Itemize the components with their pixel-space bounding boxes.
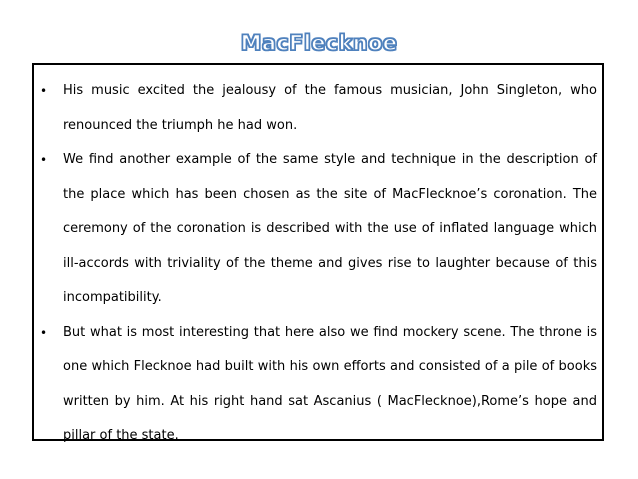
bullet-list	[34, 74, 602, 454]
bullet-dot-icon: •	[40, 153, 48, 167]
slide-title: MacFlecknoe	[240, 31, 398, 55]
content-box	[32, 63, 604, 441]
bullet-text-2: We find another example of the same style and technique in the description of the place which has been chosen as the site of MacFlecknoe’s coronation. The ceremony of the coronation is described with the use of inflated language which ill-accords with triviality of the theme and gives rise to laughter because of this incompatibility.	[63, 152, 597, 305]
bullet-dot-icon: •	[40, 84, 48, 98]
bullet-item-1	[34, 74, 602, 143]
bullet-text-1: His music excited the jealousy of the famous musician, John Singleton, who renounced the triumph he had won.	[63, 83, 597, 133]
bullet-dot-icon: •	[40, 325, 48, 340]
bullet-item-2	[34, 143, 602, 316]
bullet-text-3: But what is most interesting that here also we find mockery scene. The throne is one which Flecknoe had built with his own efforts and consisted of a pile of books written by him. At his right hand sat Ascanius ( MacFlecknoe),Rome’s hope and pillar of the state.	[63, 324, 597, 443]
bullet-item-3	[34, 316, 602, 454]
